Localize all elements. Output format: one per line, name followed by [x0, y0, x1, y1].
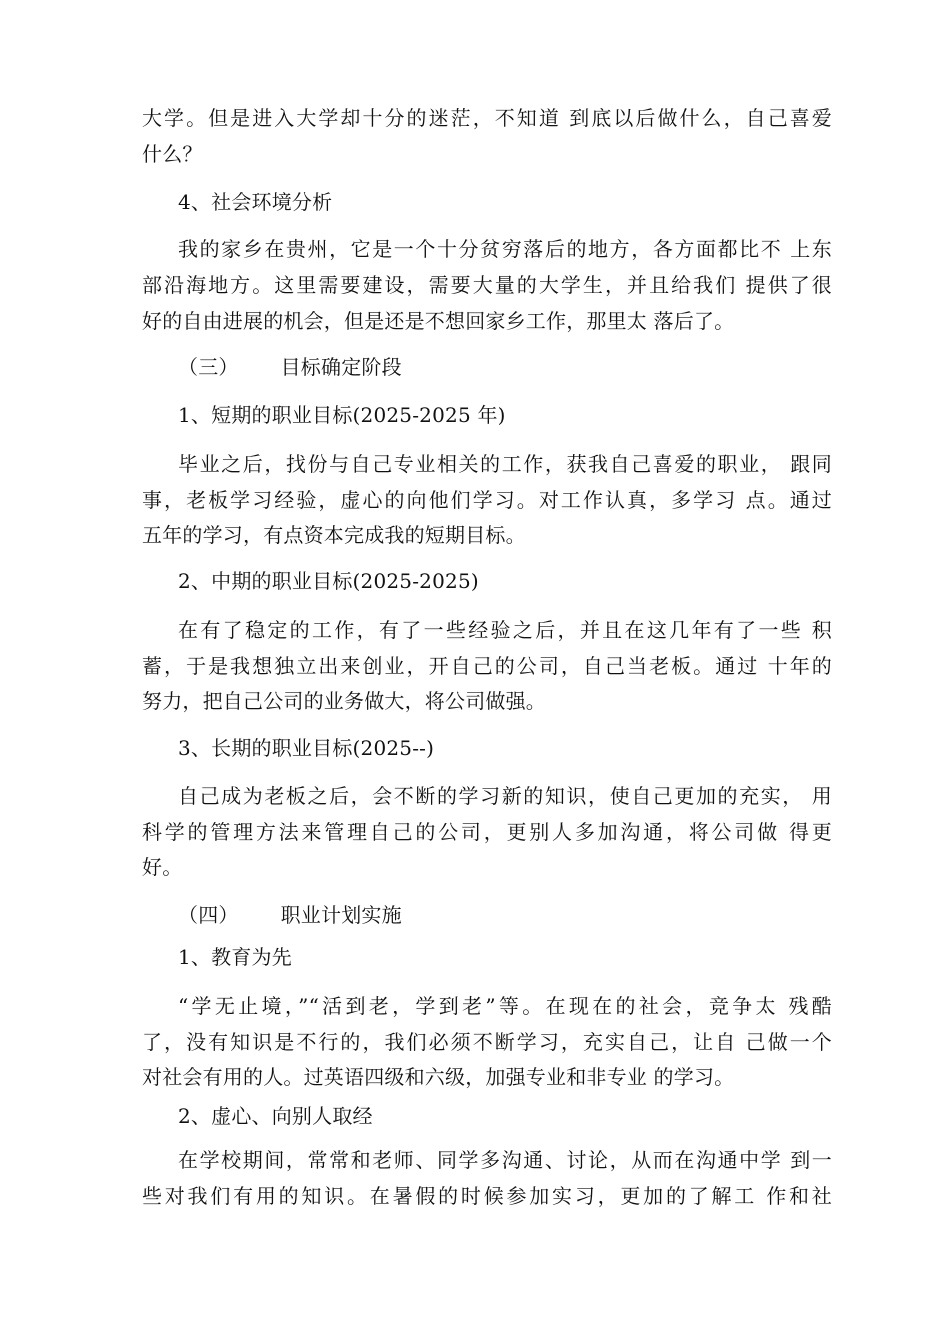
text-line: 好的自由进展的机会，但是还是不想回家乡工作，那里太 落后了。: [142, 309, 735, 333]
section-heading: 3、长期的职业目标(2025--): [178, 736, 435, 760]
section-heading: [178, 900, 832, 930]
text-line: 我的家乡在贵州，它是一个十分贫穷落后的地方，各方面都比不 上东: [178, 237, 832, 261]
text-line: 科学的管理方法来管理自己的公司，更别人多加沟通，将公司做 得更: [142, 820, 832, 844]
heading-title: 职业计划实施: [280, 903, 402, 927]
heading-number: （三）: [178, 355, 239, 379]
text-line: 什么？: [142, 142, 203, 166]
section-heading: 1、短期的职业目标(2025-2025 年): [178, 403, 506, 427]
section-heading: [178, 352, 832, 382]
text-line: “学无止境，”“活到老，学到老”等。在现在的社会，竞争太 残酷: [178, 994, 832, 1018]
text-line: 事，老板学习经验，虚心的向他们学习。对工作认真，多学习 点。通过: [142, 488, 832, 512]
text-line: 了，没有知识是不行的，我们必须不断学习，充实自己，让自 己做一个: [142, 1030, 832, 1054]
text-line: 在学校期间，常常和老师、同学多沟通、讨论，从而在沟通中学 到一: [178, 1148, 832, 1172]
section-heading: 1、教育为先: [178, 945, 292, 969]
text-line: 毕业之后，找份与自己专业相关的工作，获我自己喜爱的职业， 跟同: [178, 452, 832, 476]
text-line: 些对我们有用的知识。在暑假的时候参加实习，更加的了解工 作和社: [142, 1184, 832, 1208]
text-line: 好。: [142, 855, 183, 879]
text-line: 努力，把自己公司的业务做大，将公司做强。: [142, 689, 546, 713]
heading-title: 目标确定阶段: [280, 355, 402, 379]
section-heading: 4、社会环境分析: [178, 190, 333, 214]
text-line: 部沿海地方。这里需要建设，需要大量的大学生，并且给我们 提供了很: [142, 273, 832, 297]
text-line: 大学。但是进入大学却十分的迷茫，不知道 到底以后做什么，自己喜爱: [142, 106, 832, 130]
text-line: 在有了稳定的工作，有了一些经验之后，并且在这几年有了一些 积: [178, 618, 832, 642]
section-heading: 2、虚心、向别人取经: [178, 1104, 373, 1128]
heading-number: （四）: [178, 903, 239, 927]
section-heading: 2、中期的职业目标(2025-2025): [178, 569, 479, 593]
text-line: 五年的学习，有点资本完成我的短期目标。: [142, 523, 526, 547]
text-line: 自己成为老板之后，会不断的学习新的知识，使自己更加的充实， 用: [178, 784, 832, 808]
text-line: 蓄，于是我想独立出来创业，开自己的公司，自己当老板。通过 十年的: [142, 654, 832, 678]
text-line: 对社会有用的人。过英语四级和六级，加强专业和非专业 的学习。: [142, 1065, 735, 1089]
